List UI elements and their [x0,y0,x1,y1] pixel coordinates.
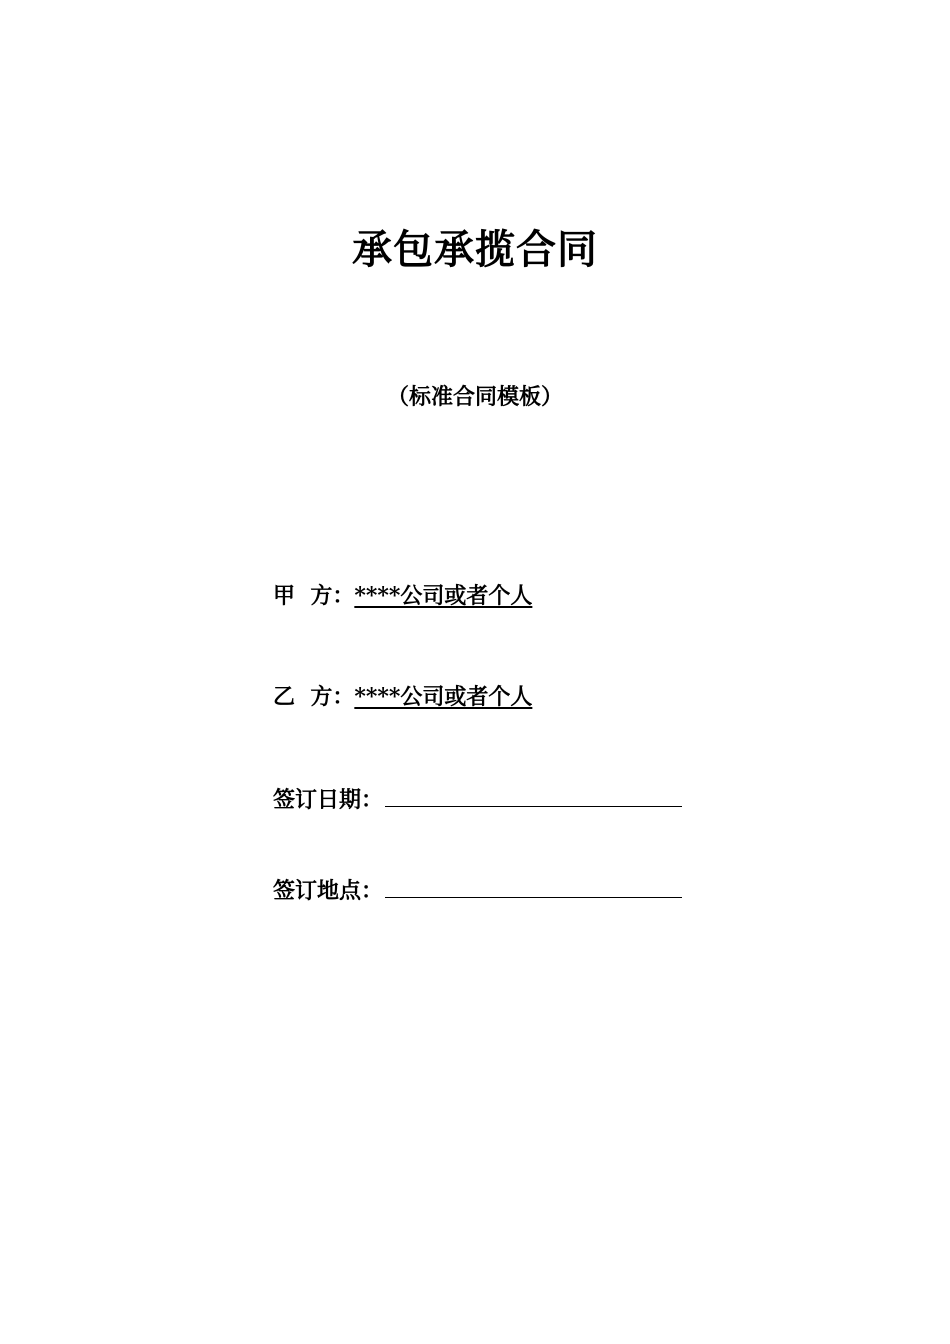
sign-place-label: 签订地点： [273,878,384,904]
party-b-label: 乙 方： [273,684,355,710]
party-a-field [273,580,532,612]
document-title: 承包承揽合同 [352,226,598,273]
party-a-label: 甲 方： [273,583,355,609]
sign-place-field [273,875,682,907]
sign-date-blank-line [385,784,682,807]
document-subtitle: （标准合同模板） [386,384,563,410]
sign-date-label: 签订日期： [273,787,384,813]
party-b-value: ****公司或者个人 [354,684,533,710]
sign-date-field [273,784,682,816]
sign-place-blank-line [385,875,682,898]
party-a-value: ****公司或者个人 [354,583,533,609]
party-b-field [273,681,532,713]
